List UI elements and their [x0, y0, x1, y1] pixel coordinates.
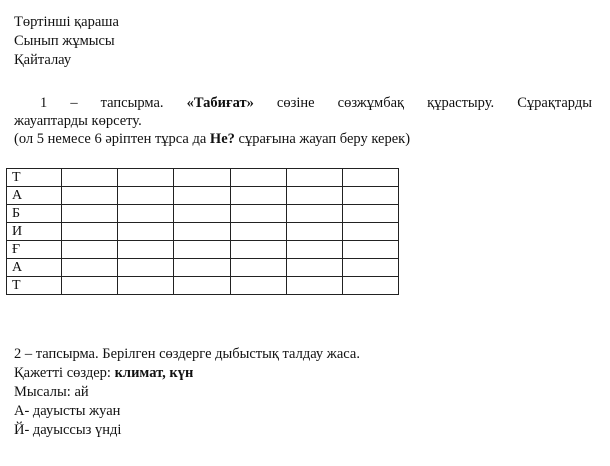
grid-letter-cell: Ғ: [7, 241, 62, 259]
grid-empty-cell[interactable]: [230, 223, 286, 241]
grid-empty-cell[interactable]: [62, 205, 118, 223]
task1-paragraph: [14, 94, 592, 148]
grid-empty-cell[interactable]: [342, 205, 398, 223]
grid-row: [7, 187, 399, 205]
task2-example: Мысалы: ай: [14, 384, 89, 400]
grid-empty-cell[interactable]: [118, 169, 174, 187]
grid-empty-cell[interactable]: [118, 187, 174, 205]
grid-empty-cell[interactable]: [62, 241, 118, 259]
grid-empty-cell[interactable]: [62, 223, 118, 241]
task1-prefix: 1 – тапсырма.: [40, 95, 187, 111]
grid-empty-cell[interactable]: [174, 241, 230, 259]
grid-empty-cell[interactable]: [62, 187, 118, 205]
task1-first-line: [14, 94, 592, 112]
grid-empty-cell[interactable]: [286, 223, 342, 241]
grid-empty-cell[interactable]: [118, 241, 174, 259]
grid-empty-cell[interactable]: [230, 277, 286, 295]
task1-note-suffix: сұрағына жауап беру керек): [234, 131, 411, 147]
grid-empty-cell[interactable]: [342, 259, 398, 277]
grid-empty-cell[interactable]: [174, 205, 230, 223]
grid-empty-cell[interactable]: [286, 241, 342, 259]
grid-empty-cell[interactable]: [118, 277, 174, 295]
task1-note-prefix: (ол 5 немесе 6 әріптен тұрса да: [14, 131, 210, 147]
grid-letter-cell: Т: [7, 169, 62, 187]
grid-row: [7, 259, 399, 277]
task1-second-line: жауаптарды көрсету.: [14, 113, 142, 129]
classwork-heading: Сынып жұмысы: [14, 33, 115, 49]
task1-note: [14, 130, 592, 148]
task1-note-question: Не?: [209, 131, 235, 147]
grid-empty-cell[interactable]: [286, 187, 342, 205]
grid-empty-cell[interactable]: [230, 259, 286, 277]
grid-empty-cell[interactable]: [286, 205, 342, 223]
grid-empty-cell[interactable]: [342, 223, 398, 241]
grid-row: [7, 241, 399, 259]
grid-empty-cell[interactable]: [286, 169, 342, 187]
grid-empty-cell[interactable]: [174, 277, 230, 295]
grid-empty-cell[interactable]: [342, 241, 398, 259]
grid-row: [7, 205, 399, 223]
task2-title: 2 – тапсырма. Берілген сөздерге дыбыстық талдау жаса.: [14, 346, 360, 362]
grid-letter-cell: А: [7, 259, 62, 277]
task2-needed-words: [14, 364, 193, 382]
crossword-grid-body: [7, 169, 399, 295]
grid-row: [7, 277, 399, 295]
grid-empty-cell[interactable]: [286, 259, 342, 277]
topic-heading: Қайталау: [14, 52, 72, 68]
grid-empty-cell[interactable]: [174, 259, 230, 277]
task2-needed-prefix: Қажетті сөздер:: [14, 365, 115, 381]
grid-empty-cell[interactable]: [174, 187, 230, 205]
grid-letter-cell: Т: [7, 277, 62, 295]
grid-row: [7, 223, 399, 241]
grid-empty-cell[interactable]: [342, 187, 398, 205]
grid-empty-cell[interactable]: [230, 187, 286, 205]
grid-empty-cell[interactable]: [342, 277, 398, 295]
grid-empty-cell[interactable]: [174, 169, 230, 187]
task1-instruction: сөзіне сөзжұмбақ құрастыру. Сұрақтарды: [253, 95, 592, 111]
grid-empty-cell[interactable]: [62, 169, 118, 187]
grid-letter-cell: Б: [7, 205, 62, 223]
grid-empty-cell[interactable]: [118, 259, 174, 277]
grid-empty-cell[interactable]: [230, 205, 286, 223]
date-heading: Төртінші қараша: [14, 14, 119, 30]
task2-analysis-y: Й- дауыссыз үнді: [14, 422, 122, 438]
task2-analysis-a: А- дауысты жуан: [14, 403, 121, 419]
grid-letter-cell: А: [7, 187, 62, 205]
grid-empty-cell[interactable]: [62, 277, 118, 295]
grid-empty-cell[interactable]: [118, 205, 174, 223]
grid-empty-cell[interactable]: [230, 241, 286, 259]
grid-empty-cell[interactable]: [286, 277, 342, 295]
task2-needed-list: климат, күн: [114, 365, 194, 381]
grid-empty-cell[interactable]: [118, 223, 174, 241]
crossword-grid: [6, 168, 399, 295]
grid-row: [7, 169, 399, 187]
grid-empty-cell[interactable]: [230, 169, 286, 187]
grid-empty-cell[interactable]: [174, 223, 230, 241]
grid-empty-cell[interactable]: [62, 259, 118, 277]
task1-keyword: «Табиғат»: [186, 95, 254, 111]
grid-empty-cell[interactable]: [342, 169, 398, 187]
grid-letter-cell: И: [7, 223, 62, 241]
